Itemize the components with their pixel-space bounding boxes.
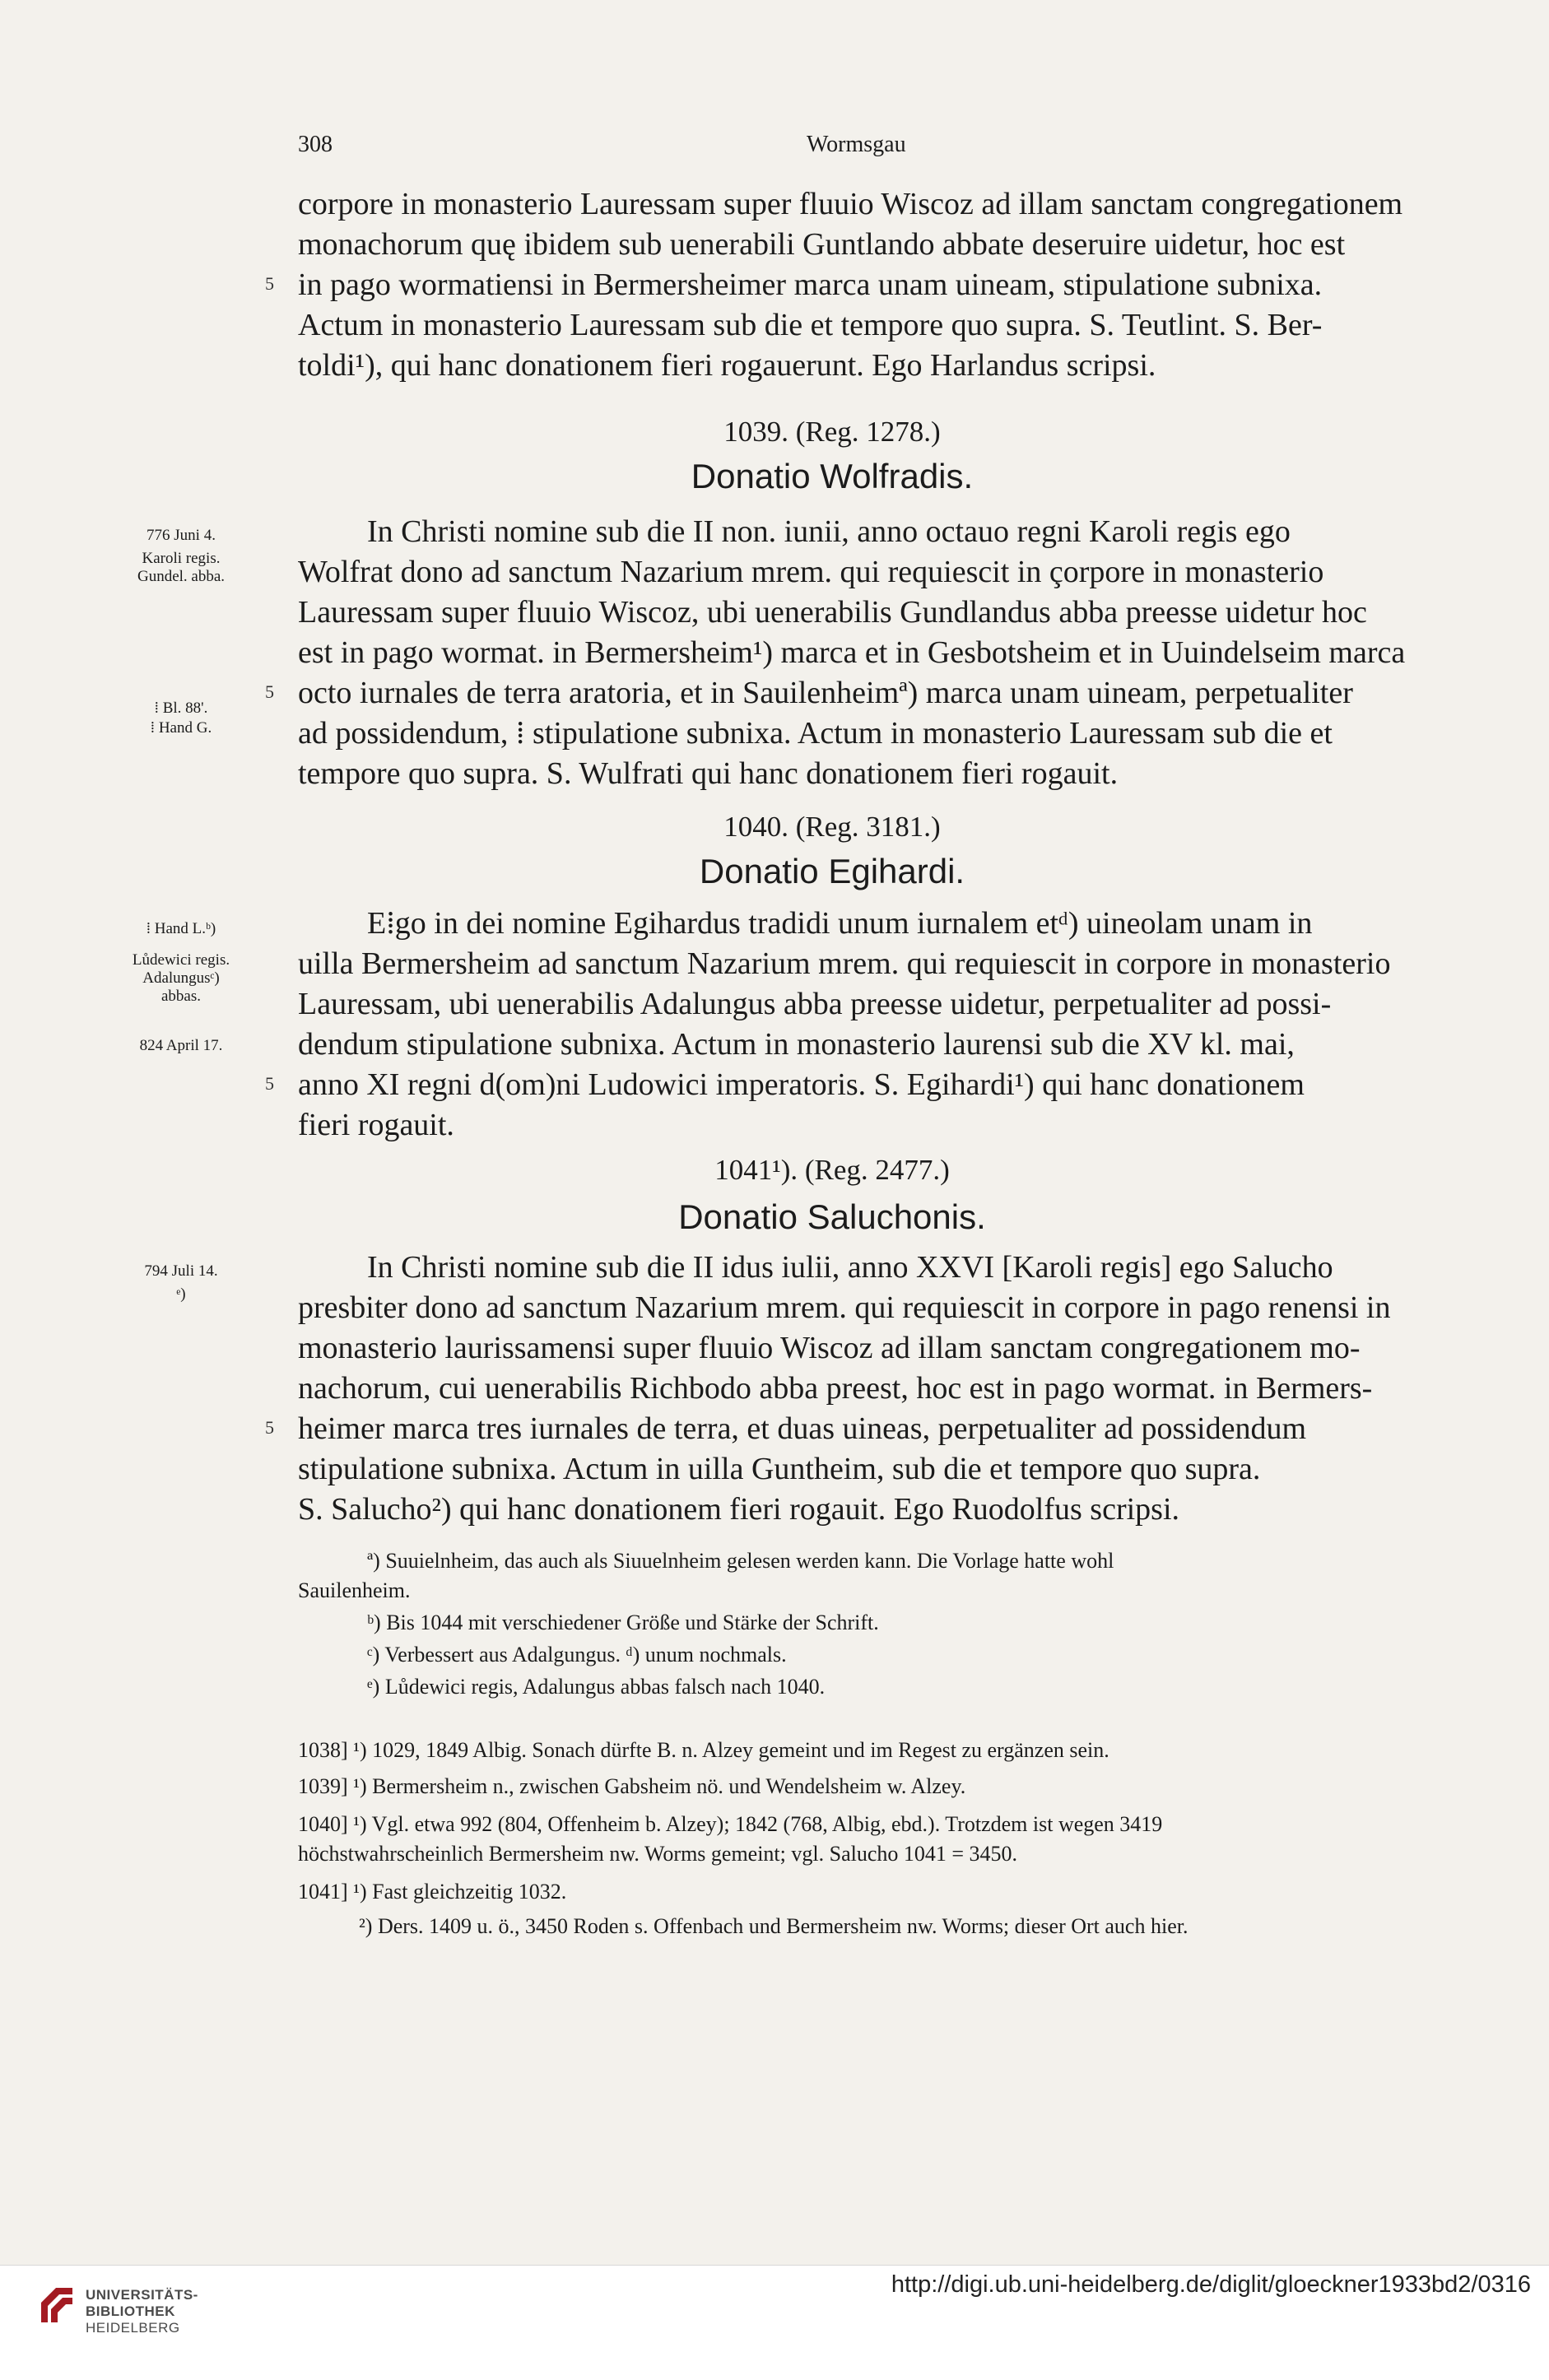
text-line: In Christi nomine sub die II idus iulii, anno XXVI [Karoli regis] ego Salucho [367,1250,1333,1285]
library-name-line: BIBLIOTHEK [86,2303,175,2319]
margin-note: ⁞ Hand L.ᵇ) [146,920,216,937]
text-line: est in pago wormat. in Bermersheim¹) marca et in Gesbotsheim et in Uuindelseim marca [298,635,1406,670]
margin-note: Gundel. abba. [137,568,226,585]
text-line: heimer marca tres iurnales de terra, et duas uineas, perpetualiter ad possidendum [298,1411,1307,1446]
margin-date: 776 Juni 4. [147,527,216,544]
text-line: monasterio laurissamensi super fluuio Wiscoz ad illam sanctam congregationem mo- [298,1331,1361,1365]
text-line: ad possidendum, ⁞ stipulatione subnixa. Actum in monasterio Lauressam sub die et [298,716,1333,751]
page-number: 308 [298,132,333,157]
library-logo-icon [38,2285,76,2326]
annotation-line: Sauilenheim. [298,1578,411,1602]
line-number: 5 [265,273,274,294]
charter-title: Donatio Egihardi. [699,852,965,890]
text-line: fieri rogauit. [298,1108,454,1142]
annotation-line: ᵉ) Lůdewici regis, Adalungus abbas falsch nach 1040. [367,1675,826,1699]
margin-note: ⁞ Hand G. [150,719,212,737]
annotation-line: ª) Suuielnheim, das auch als Siuuelnheim gelesen werden kann. Die Vorlage hatte wohl [367,1549,1114,1573]
text-line: octo iurnales de terra aratoria, et in Sauilenheimª) marca unam uineam, perpetualiter [298,676,1353,710]
text-line: nachorum, cui uenerabilis Richbodo abba preest, hoc est in pago wormat. in Bermers- [298,1371,1373,1406]
text-line: toldi¹), qui hanc donationem fieri rogauerunt. Ego Harlandus scripsi. [298,348,1156,383]
commentary-line: 1039] ¹) Bermersheim n., zwischen Gabsheim nö. und Wendelsheim w. Alzey. [298,1774,966,1798]
commentary-line: 1040] ¹) Vgl. etwa 992 (804, Offenheim b. Alzey); 1842 (768, Albig, ebd.). Trotzdem ist wegen 3419 [298,1812,1163,1836]
annotation-line: ᶜ) Verbessert aus Adalgungus. ᵈ) unum nochmals. [367,1643,787,1666]
charter-title: Donatio Saluchonis. [678,1197,986,1236]
annotation-line: ᵇ) Bis 1044 mit verschiedener Größe und Stärke der Schrift. [367,1611,879,1634]
charter-number: 1041¹). (Reg. 2477.) [714,1154,950,1186]
text-line: stipulatione subnixa. Actum in uilla Guntheim, sub die et tempore quo supra. [298,1452,1261,1486]
margin-note: ⁞ Bl. 88'. [154,700,208,717]
commentary-line: ²) Ders. 1409 u. ö., 3450 Roden s. Offenbach und Bermersheim nw. Worms; dieser Ort auch hier. [359,1914,1188,1938]
line-number: 5 [265,1073,274,1094]
margin-note: Lůdewici regis. [132,951,230,969]
text-line: E⁞go in dei nomine Egihardus tradidi unum iurnalem etᵈ) uineolam unam in [367,906,1313,941]
charter-number: 1039. (Reg. 1278.) [723,416,941,448]
library-name-line: UNIVERSITÄTS- [86,2287,198,2303]
running-title: Wormsgau [807,132,906,157]
text-line: Wolfrat dono ad sanctum Nazarium mrem. qui requiescit in çorpore in monasterio [298,555,1324,589]
text-line: in pago wormatiensi in Bermersheimer marca unam uineam, stipulatione subnixa. [298,267,1323,302]
commentary-line: 1038] ¹) 1029, 1849 Albig. Sonach dürfte B. n. Alzey gemeint und im Regest zu ergänzen sein. [298,1738,1109,1762]
text-line: In Christi nomine sub die II non. iunii, anno octauo regni Karoli regis ego [367,514,1291,549]
charter-number: 1040. (Reg. 3181.) [723,811,941,843]
text-line: anno XI regni d(om)ni Ludowici imperatoris. S. Egihardi¹) qui hanc donationem [298,1067,1305,1102]
text-line: Lauressam, ubi uenerabilis Adalungus abba preesse uidetur, perpetualiter ad possi- [298,987,1332,1021]
margin-note: Karoli regis. [142,550,221,567]
text-line: dendum stipulatione subnixa. Actum in monasterio laurensi sub die XV kl. mai, [298,1027,1295,1062]
margin-note: Adalungusᶜ) [142,969,220,987]
commentary-line: 1041] ¹) Fast gleichzeitig 1032. [298,1880,567,1904]
text-line: Actum in monasterio Lauressam sub die et tempore quo supra. S. Teutlint. S. Ber- [298,308,1323,342]
line-number: 5 [265,681,274,702]
margin-note: abbas. [160,988,201,1005]
line-number: 5 [265,1417,274,1438]
text-line: presbiter dono ad sanctum Nazarium mrem. qui requiescit in corpore in pago renensi in [298,1290,1391,1325]
commentary-line: höchstwahrscheinlich Bermersheim nw. Worms gemeint; vgl. Salucho 1041 = 3450. [298,1842,1018,1866]
library-name-line: HEIDELBERG [86,2320,180,2336]
permalink-url[interactable]: http://digi.ub.uni-heidelberg.de/diglit/gloeckner1933bd2/0316 [891,2271,1531,2298]
text-line: Lauressam super fluuio Wiscoz, ubi uenerabilis Gundlandus abba preesse uidetur hoc [298,595,1367,630]
text-line: tempore quo supra. S. Wulfrati qui hanc donationem fieri rogauit. [298,756,1119,791]
charter-title: Donatio Wolfradis. [691,457,974,495]
margin-date: 824 April 17. [139,1037,223,1054]
margin-date: 794 Juli 14. [144,1262,218,1280]
margin-note: ᵉ) [176,1285,186,1303]
text-line: S. Salucho²) qui hanc donationem fieri rogauit. Ego Ruodolfus scripsi. [298,1492,1179,1527]
text-line: monachorum quę ibidem sub uenerabili Guntlando abbate deseruire uidetur, hoc est [298,227,1346,262]
text-line: corpore in monasterio Lauressam super fluuio Wiscoz ad illam sanctam congregationem [298,187,1403,221]
text-line: uilla Bermersheim ad sanctum Nazarium mrem. qui requiescit in corpore in monasterio [298,946,1391,981]
